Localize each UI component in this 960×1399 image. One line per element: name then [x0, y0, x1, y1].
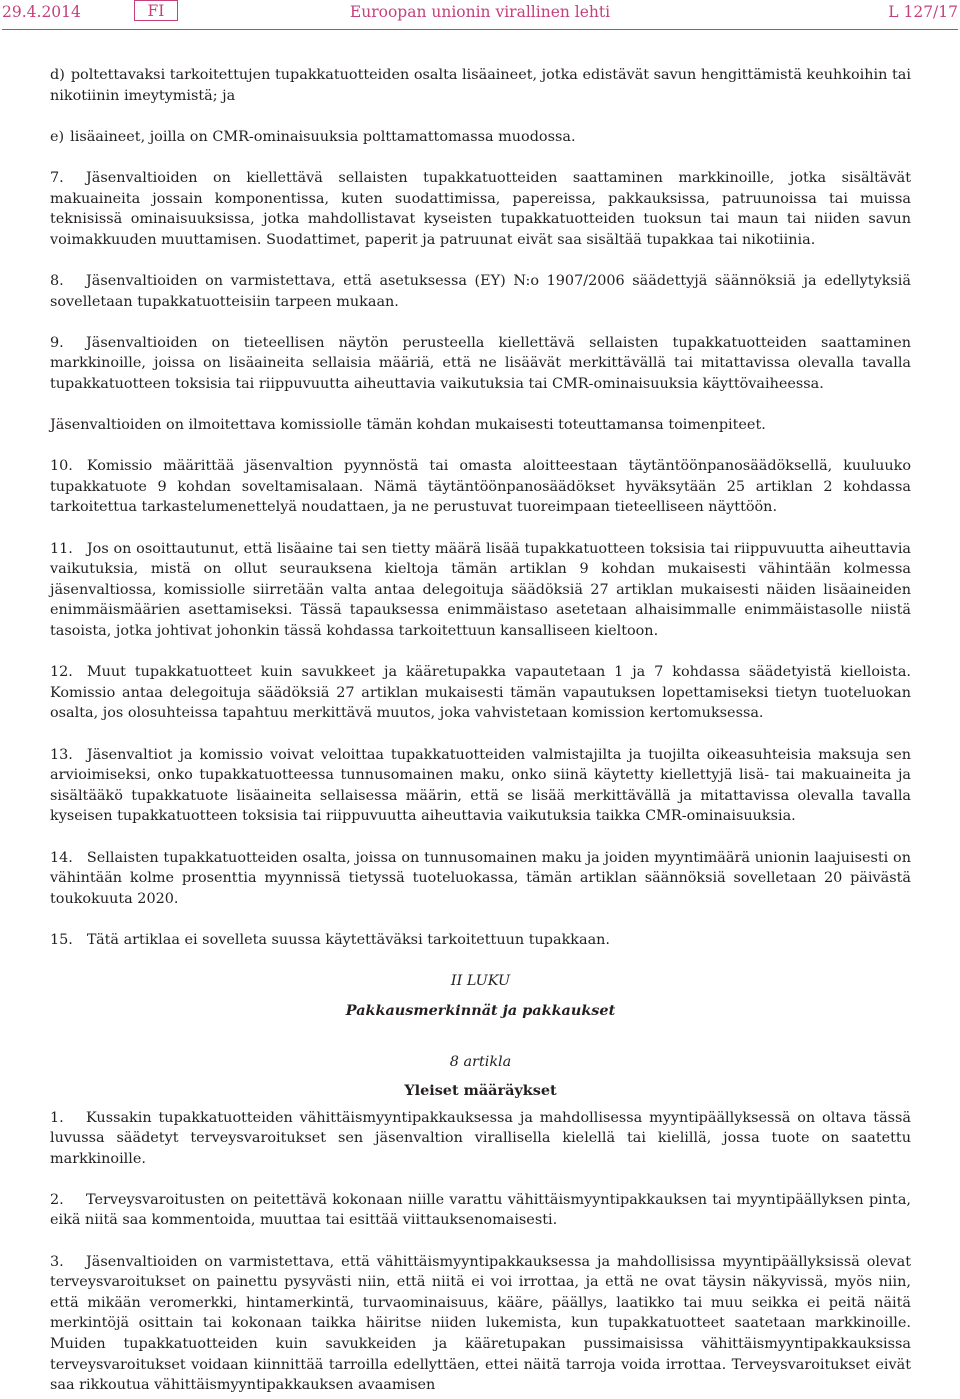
article-paragraph-2: [50, 1190, 911, 1231]
paragraph-text: Jäsenvaltioiden on tieteellisen näytön perusteella kiellettävä sellaisten tupakkatuotteiden saattaminen markkinoille, joissa on lisäaineita sellaisia määriä, että ne lisäävät merkittävällä tai mitattavissa olevalla tavalla tupakkatuotteen toksisia tai riippuvuutta aiheuttavia vaikutuksia tai CMR-ominaisuuksia käyttövaiheessa.: [50, 334, 911, 392]
document-body: [50, 65, 911, 1399]
paragraph-text: Jos on osoittautunut, että lisäaine tai sen tietty määrä lisää tupakkatuotteen toksisia tai riippuvuutta aiheuttavia vaikutuksia, mistä on ollut seurauksena kieltoja tämän artiklan 9 kohdan mukaisesti vähintään kolmessa jäsenvaltiossa, komissiolle siirretään valta antaa delegoituja säädöksiä 27 artiklan mukaisesti näiden lisäaineiden enimmäismäärien asettamiseksi. Tässä tapauksessa enimmäistaso asetetaan alhaisimmalle enimmäistasolle niistä tasoista, jotka johtivat johonkin tässä kohdassa tarkoitettuun kansalliseen kieltoon.: [50, 540, 911, 640]
paragraph-number: 15.: [50, 931, 73, 948]
paragraph-number: 10.: [50, 458, 73, 475]
paragraph-14: [50, 848, 911, 910]
paragraph-number: 11.: [50, 540, 73, 557]
journal-title: Euroopan unionin virallinen lehti: [349, 3, 611, 21]
paragraph-13: [50, 745, 911, 827]
paragraph-number: 2.: [50, 1191, 64, 1208]
paragraph-number: 7.: [50, 169, 64, 186]
paragraph-15: [50, 930, 911, 951]
paragraph-text: Jäsenvaltioiden on varmistettava, että vähittäismyyntipakkauksessa ja mahdollisissa myyntipäällyksissä olevat terveysvaroitukset on painettu pysyvästi niin, että niitä ei voi irrottaa, ja että ne ovat täysin näkyvissä, myös niin, että mikään veromerkki, hintamerkintä, turvaominaisuus, kääre, päällys, laatikko tai muu seikka ei peitä näitä merkintöjä osittain tai kokonaan taikka häiritse niiden lukemista, kun tupakkatuotteet saatetaan markkinoille. Muiden tupakkatuotteiden kuin savukkeiden ja kääretupakan pussimaisissa vähittäismyyntipakkauksissa terveysvaroitukset voidaan kiinnittää tarroilla edellyttäen, ettei näitä tarroja voida irrottaa. Terveysvaroitukset eivät saa rikkoutua vähittäismyyntipakkauksen avaamisen: [50, 1253, 911, 1394]
article-number: 8 artikla: [449, 1054, 512, 1071]
chapter-number: II LUKU: [450, 973, 511, 990]
paragraph-number: 1.: [50, 1109, 64, 1126]
paragraph-number: 9.: [50, 334, 64, 351]
paragraph-text: Jäsenvaltioiden on kiellettävä sellaisten tupakkatuotteiden saattaminen markkinoille, jotka sisältävät makuaineita jossain komponentissa, kuten suodattimissa, papereissa, pakkauksissa, patruunoissa tai muissa teknisissä ominaisuuksissa, jotka mahdollistavat kyseisten tupakkatuotteiden tuoksun tai maun tai niiden savun voimakkuuden muuttamisen. Suodattimet, paperit ja patruunat eivät saa sisältää tupakkaa tai nikotiinia.: [50, 169, 911, 248]
paragraph-text: Jäsenvaltioiden on varmistettava, että asetuksessa (EY) N:o 1907/2006 säädettyjä säännöksiä ja edellytyksiä sovelletaan tupakkatuotteisiin tarpeen mukaan.: [50, 272, 911, 310]
paragraph-number: 13.: [50, 746, 73, 763]
paragraph-text: Jäsenvaltioiden on ilmoitettava komissiolle tämän kohdan mukaisesti toteuttamansa toimenpiteet.: [50, 417, 766, 434]
paragraph-8: [50, 271, 911, 312]
paragraph-12: [50, 662, 911, 724]
publication-date: 29.4.2014: [2, 3, 81, 21]
paragraph-10: [50, 456, 911, 518]
paragraph-number: 12.: [50, 664, 73, 681]
paragraph-text: Terveysvaroitusten on peitettävä kokonaan niille varattu vähittäismyyntipakkauksen tai myyntipäällyksen pinta, eikä niitä saa kommentoida, muuttaa tai esittää viittauksenomaisesti.: [50, 1191, 911, 1229]
article-title: Yleiset määräykset: [404, 1081, 557, 1099]
paragraph-text: Sellaisten tupakkatuotteiden osalta, joissa on tunnusomainen maku ja joiden myyntimäärä unionin laajuisesti on vähintään kolme prosenttia myynnissä tietyssä tuoteluokassa, tämän artiklan säännöksiä sovelletaan 20 päivästä toukokuuta 2020.: [50, 849, 911, 907]
paragraph-text: Komissio määrittää jäsenvaltion pyynnöstä tai omasta aloitteestaan täytäntöönpanosäädöksellä, kuuluuko tupakkatuote 9 kohdan soveltamisalaan. Nämä täytäntöönpanosäädökset hyväksytään 25 artiklan 2 kohdassa tarkoitettua tarkastelumenettelyä noudattaen, ja ne perustuvat tuoreimpaan tieteelliseen näyttöön.: [50, 458, 911, 516]
page-header: [0, 0, 960, 30]
article-paragraph-1: [50, 1108, 911, 1170]
paragraph-number: 8.: [50, 272, 64, 289]
list-item-label: d): [50, 67, 65, 83]
paragraph-text: Muut tupakkatuotteet kuin savukkeet ja kääretupakka vapautetaan 1 ja 7 kohdassa säädetyistä kielloista. Komissio antaa delegoituja säädöksiä 27 artiklan mukaisesti tämän vapautuksen lopettamiseksi tietyn tuoteluokan osalta, jos olosuhteissa tapahtuu merkittävä muutos, joka vahvistetaan komission kertomuksessa.: [50, 664, 911, 722]
chapter-title: Pakkausmerkinnät ja pakkaukset: [345, 1001, 616, 1019]
paragraph-text: Kussakin tupakkatuotteiden vähittäismyyntipakkauksessa ja mahdollisessa myyntipäällyksessä on oltava tässä luvussa säädetyt terveysvaroitukset sen jäsenvaltion virallisella kielellä tai kielillä, jossa tuote on saatettu markkinoille.: [50, 1109, 911, 1167]
paragraph-number: 14.: [50, 849, 73, 866]
paragraph-9-subparagraph: [50, 415, 911, 436]
list-item: [50, 127, 911, 148]
paragraph-text: Jäsenvaltiot ja komissio voivat veloittaa tupakkatuotteiden valmistajilta ja tuojilta oikeasuhteisia maksuja sen arvioimiseksi, onko tupakkatuotteessa tunnusomainen maku, onko siinä käytetty kiellettyjä lisä- tai makuaineita ja sisältääkö tupakkatuote lisäaineita sellaisessa määrin, että se lisää merkittävällä ja mitattavissa olevalla tavalla kyseisen tupakkatuotteen toksisia tai riippuvuutta aiheuttavia vaikutuksia taikka CMR-ominaisuuksia.: [50, 746, 911, 825]
list-item: [50, 65, 911, 106]
header-divider: [2, 29, 958, 30]
paragraph-number: 3.: [50, 1253, 64, 1270]
list-item-text: poltettavaksi tarkoitettujen tupakkatuotteiden osalta lisäaineet, jotka edistävät savun hengittämistä keuhkoihin tai nikotiinin imeytymistä; ja: [50, 67, 911, 104]
page-reference: L 127/17: [888, 3, 958, 21]
language-code-box: FI: [134, 0, 178, 21]
list-item-label: e): [50, 128, 65, 145]
paragraph-text: Tätä artiklaa ei sovelleta suussa käytettäväksi tarkoitettuun tupakkaan.: [86, 931, 611, 948]
article-paragraph-3: [50, 1252, 911, 1396]
paragraph-9: [50, 333, 911, 395]
list-item-text: lisäaineet, joilla on CMR-ominaisuuksia polttamattomassa muodossa.: [70, 128, 576, 145]
paragraph-11: [50, 539, 911, 642]
paragraph-7: [50, 168, 911, 250]
